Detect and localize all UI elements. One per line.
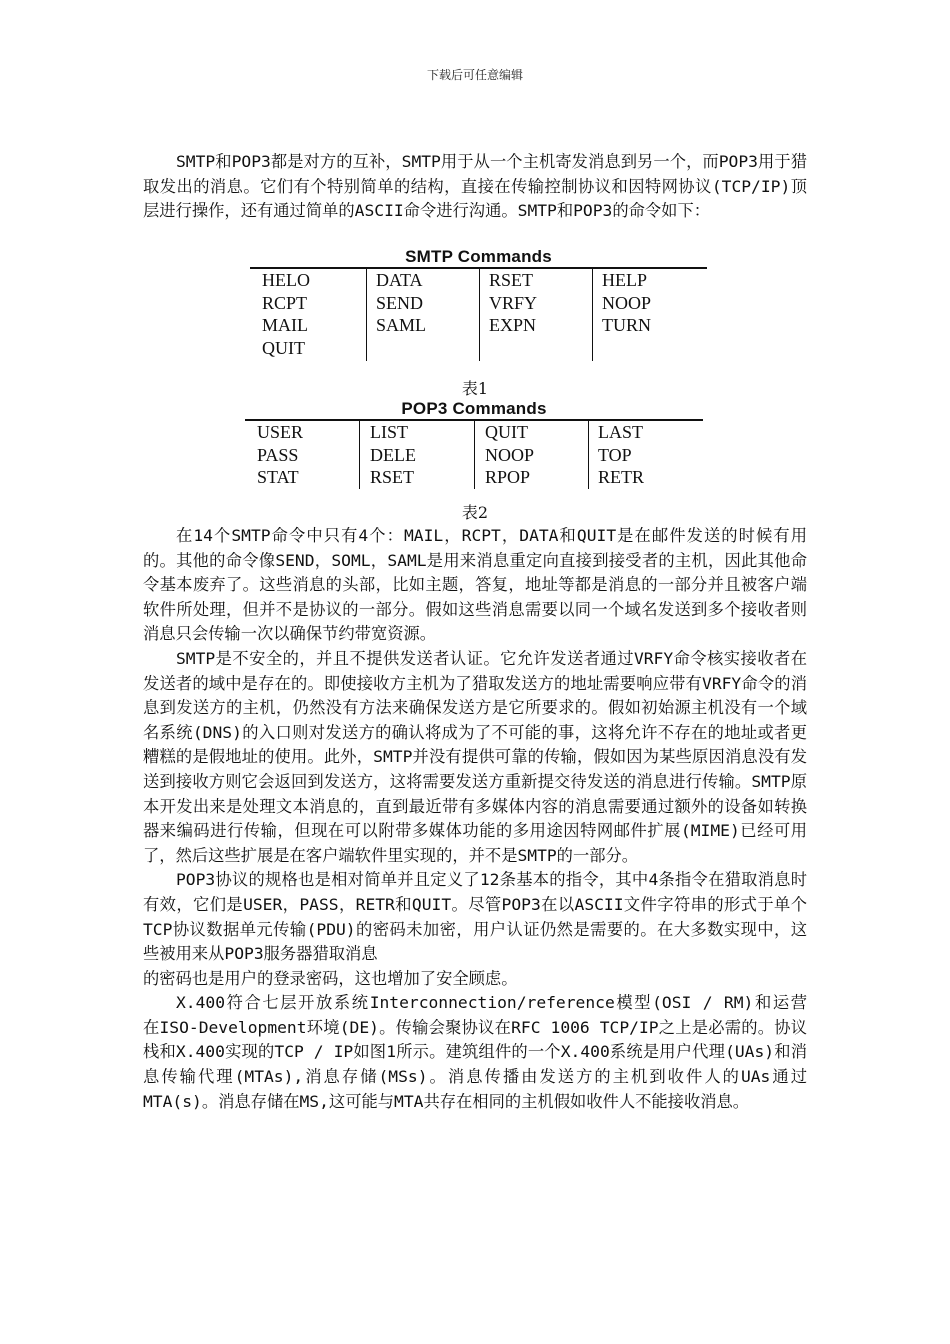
smtp-command: RSET (489, 270, 534, 290)
pop3-command: LIST (370, 422, 408, 442)
body-paragraph-3-continued: 的密码也是用户的登录密码，这也增加了安全顾虑。 (143, 968, 518, 988)
pop3-command: RETR (598, 467, 645, 487)
intro-section (143, 150, 807, 224)
smtp-column-1 (262, 269, 310, 359)
pop3-column-3 (485, 421, 534, 489)
smtp-command: SEND (376, 292, 424, 313)
pop3-command: DELE (370, 444, 416, 465)
pop3-column-1 (257, 421, 303, 489)
pop3-table-title: POP3 Commands (401, 399, 547, 418)
pop3-command: TOP (598, 444, 632, 465)
pop3-column-divider (474, 421, 475, 489)
pop3-command: STAT (257, 467, 299, 487)
body-paragraph-3: POP3协议的规格也是相对简单并且定义了12条基本的指令，其中4条指令在猎取消息时有效，它们是USER，PASS，RETR和QUIT。尽管POP3在以ASCII文件字符串的形式于单个TCP协议数据单元传输(PDU)的密码未加密，用户认证仍然是需要的。在大多数实现中，这些被用来从POP3服务器猎取消息 (143, 870, 807, 964)
smtp-command: QUIT (262, 337, 305, 358)
body-paragraph-4: X.400符合七层开放系统Interconnection/reference模型(OSI / RM)和运营 在ISO-Development环境(DE)。传输会聚协议在RFC 1006 TCP/IP之上是必需的。协议栈和X.400实现的TCP / IP如图1所示。建筑组件的一个X.400系统是用户代理(UAs)和消息传输代理(MTAs),消息存储(MSs)。消息传播由发送方的主机到收件人的UAs通过MTA(s)。消息存储在MS,这可能与MTA共存在相同的主机假如收件人不能接收消息。 (143, 993, 840, 1111)
smtp-command: TURN (602, 315, 651, 335)
smtp-column-3 (489, 269, 537, 337)
smtp-command: VRFY (489, 292, 538, 313)
smtp-column-4 (602, 269, 651, 337)
body-paragraph-2: SMTP是不安全的，并且不提供发送者认证。它允许发送者通过VRFY命令核实接收者在发送者的域中是存在的。即使接收方主机为了猎取发送方的地址需要响应带有VRFY命令的消息到发送方的主机，仍然没有方法来确保发送方是它所要求的。假如初始源主机没有一个域名系统(DNS)的入口则对发送方的确认将成为了不可能的事，这将允许不存在的地址或者更糟糕的是假地址的使用。此外，SMTP并没有提供可靠的传输，假如因为某些原因消息没有发送到接收方则它会返回到发送方，这将需要发送方重新提交待发送的消息进行传输。SMTP原本开发出来是处理文本消息的，直到最近带有多媒体内容的消息需要通过额外的设备如转换器来编码进行传输，但现在可以附带多媒体功能的多用途因特网邮件扩展(MIME)已经可用了，然后这些扩展是在客户端软件里实现的，并不是SMTP的一部分。 (143, 648, 807, 865)
smtp-command: HELP (602, 270, 647, 290)
pop3-column-4 (598, 421, 644, 489)
smtp-command: HELO (262, 270, 310, 290)
smtp-column-divider (479, 269, 480, 361)
smtp-table-grid (250, 267, 707, 361)
smtp-column-2 (376, 269, 426, 337)
smtp-column-divider (592, 269, 593, 361)
pop3-table-grid (245, 419, 703, 489)
pop3-command: RPOP (485, 467, 531, 487)
pop3-command: RSET (370, 467, 415, 487)
smtp-command: EXPN (489, 315, 537, 335)
pop3-command: NOOP (485, 444, 535, 465)
pop3-column-divider (588, 421, 589, 489)
smtp-command: RCPT (262, 292, 308, 313)
page-header: 下载后可任意编辑 (426, 68, 523, 82)
pop3-command: LAST (598, 422, 643, 442)
body-paragraph-1: 在14个SMTP命令中只有4个：MAIL，RCPT，DATA和QUIT是在邮件发送的时候有用的。其他的命令像SEND，SOML，SAML是用来消息重定向直接到接受者的主机，因此其他命令基本废弃了。这些消息的头部，比如主题，答复，地址等都是消息的一部分并且被客户端软件所处理，但并不是协议的一部分。假如这些消息需要以同一个域名发送到多个接收者则 消息只会传输一次以确保节约带宽资源。 (143, 526, 807, 644)
pop3-commands-table (245, 399, 703, 489)
body-section (143, 524, 840, 1114)
pop3-column-divider (359, 421, 360, 489)
pop3-command: USER (257, 422, 304, 442)
pop3-command: QUIT (485, 422, 528, 442)
smtp-command: NOOP (602, 292, 652, 313)
pop3-command: PASS (257, 444, 299, 465)
smtp-column-divider (366, 269, 367, 361)
smtp-command: DATA (376, 270, 423, 290)
pop3-column-2 (370, 421, 416, 489)
smtp-table-title: SMTP Commands (405, 247, 552, 266)
intro-paragraph: SMTP和POP3都是对方的互补，SMTP用于从一个主机寄发消息到另一个，而POP3用于猎取发出的消息。它们有个特别简单的结构，直接在传输控制协议和因特网协议(TCP/IP)顶层进行操作，还有通过简单的ASCII命令进行沟通。SMTP和POP3的命令如下： (143, 152, 807, 221)
smtp-table-caption: 表1 (461, 379, 489, 398)
smtp-commands-table (250, 247, 707, 361)
smtp-command: SAML (376, 315, 427, 335)
smtp-command: MAIL (262, 315, 308, 335)
pop3-table-caption: 表2 (461, 503, 489, 522)
